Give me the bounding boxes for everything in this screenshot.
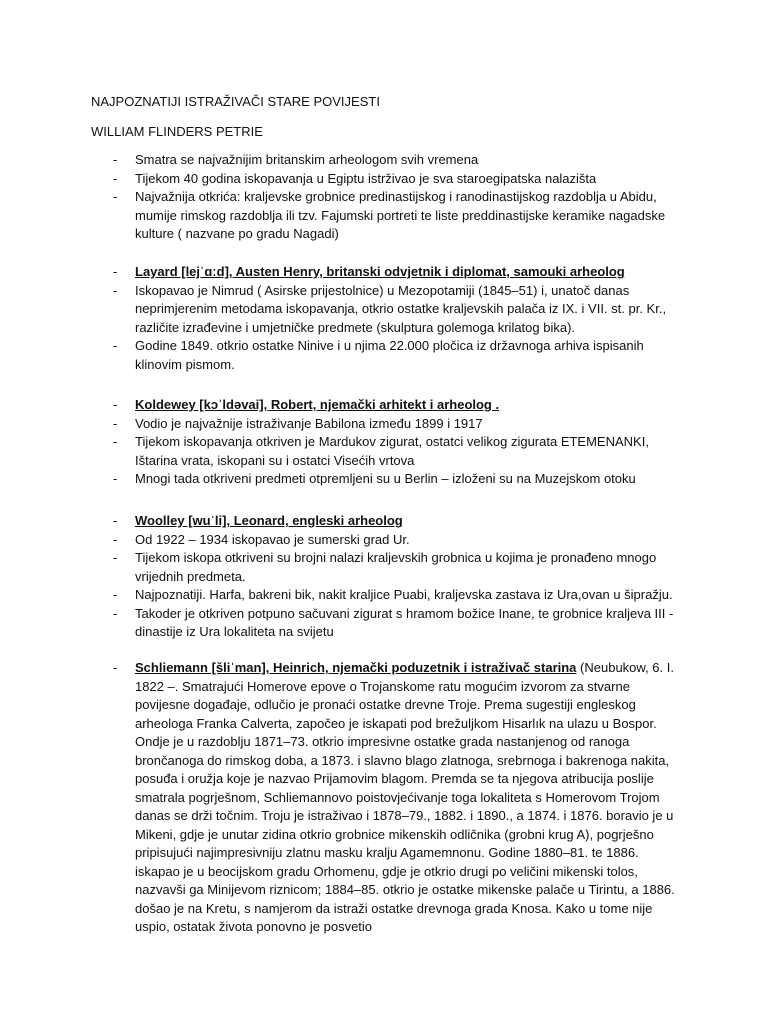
list-item bbox=[91, 337, 681, 374]
woolley-section bbox=[91, 512, 681, 642]
list-item bbox=[91, 282, 681, 338]
list-item-text: Vodio je najvažnije istraživanje Babilona između 1899 i 1917 bbox=[135, 415, 483, 431]
section-heading-petrie: WILLIAM FLINDERS PETRIE bbox=[91, 124, 263, 139]
layard-section bbox=[91, 263, 681, 374]
bullet-dash: - bbox=[113, 471, 118, 486]
section-heading-item bbox=[91, 512, 681, 531]
list-item bbox=[91, 151, 681, 170]
document-title: NAJPOZNATIJI ISTRAŽIVAČI STARE POVIJESTI bbox=[91, 94, 380, 109]
list-item bbox=[91, 586, 681, 605]
bullet-dash: - bbox=[113, 587, 118, 602]
list-item bbox=[91, 605, 681, 642]
bullet-dash: - bbox=[113, 338, 118, 353]
bullet-dash: - bbox=[113, 397, 118, 412]
list-item bbox=[91, 531, 681, 550]
bullet-dash: - bbox=[113, 415, 118, 431]
bullet-dash: - bbox=[113, 531, 118, 547]
list-item-text: Od 1922 – 1934 iskopavao je sumerski grad Ur. bbox=[135, 531, 410, 547]
section-heading-item bbox=[91, 396, 681, 415]
schliemann-section bbox=[91, 659, 681, 937]
list-item bbox=[91, 170, 681, 189]
bullet-dash: - bbox=[113, 264, 118, 279]
bullet-dash: - bbox=[113, 282, 118, 298]
list-item-text: Najpoznatiji. Harfa, bakreni bik, nakit kraljice Puabi, kraljevska zastava iz Ura,ovan u šipražju. bbox=[135, 587, 673, 602]
bullet-dash: - bbox=[113, 189, 118, 204]
list-item-text: Mnogi tada otkriveni predmeti otpremljeni su u Berlin – izloženi su na Muzejskom otoku bbox=[135, 471, 636, 486]
koldewey-heading: Koldewey [kɔˈldəvai], Robert, njemački arhitekt i arheolog . bbox=[135, 397, 500, 412]
petrie-list bbox=[91, 151, 681, 244]
list-item bbox=[91, 549, 681, 586]
section-heading-item bbox=[91, 659, 681, 937]
list-item-text: Tijekom 40 godina iskopavanja u Egiptu istrživao je sva staroegipatska nalazišta bbox=[135, 170, 597, 186]
list-item-text: Iskopavao je Nimrud ( Asirske prijestolnice) u Mezopotamiji (1845–51) i, unatoč danas neprimjerenim metodama iskopavanja, otkrio ostatke kraljevskih palača iz IX. i VII. st. pr. Kr., različite izrađevine i umjetničke predmete (skulptura golemoga krilatog bika). bbox=[135, 282, 667, 335]
bullet-dash: - bbox=[113, 170, 118, 186]
list-item-text: Najvažnija otkrića: kraljevske grobnice predinastijskog i ranodinastijskog razdoblja u Abidu, mumije rimskog razdoblja ili tzv. Fajumski portreti te liste preddinastijske keramike nagadske kulture ( nazvane po gradu Nagadi) bbox=[135, 189, 666, 241]
bullet-dash: - bbox=[113, 152, 118, 167]
schliemann-heading: Schliemann [šliˈman], Heinrich, njemački poduzetnik i istraživač starina bbox=[135, 660, 577, 675]
list-item-text: Tijekom iskopavanja otkriven je Mardukov zigurat, ostatci velikog zigurata ETEMENANKI, Ištarina vrata, iskopani su i ostatci Visećih vrtova bbox=[135, 434, 649, 468]
list-item-text: Smatra se najvažnijim britanskim arheologom svih vremena bbox=[135, 152, 479, 167]
layard-heading: Layard [lejˈɑːd], Austen Henry, britanski odvjetnik i diplomat, samouki arheolog bbox=[135, 264, 625, 279]
bullet-dash: - bbox=[113, 660, 118, 675]
section-heading-item bbox=[91, 263, 681, 282]
list-item bbox=[91, 415, 681, 434]
list-item bbox=[91, 433, 681, 470]
list-item-text: Takoder je otkriven potpuno sačuvani zigurat s hramom božice Inane, te grobnice kraljeva III - dinastije iz Ura lokaliteta na svijetu bbox=[135, 605, 674, 639]
woolley-heading: Woolley [wuˈli], Leonard, engleski arheolog bbox=[135, 513, 403, 528]
bullet-dash: - bbox=[113, 513, 118, 528]
bullet-dash: - bbox=[113, 550, 118, 565]
schliemann-text: (Neubukow, 6. I. 1822 –. Smatrajući Homerove epove o Trojanskome ratu mogućim izvorom za stvarne povijesne događaje, odlučio je pronaći ostatke drevne Troje. Prema sugestiji engleskog arheologa Franka Calverta, započeo je iskapati pod brežuljkom Hisarlık na ulazu u Bospor. Ondje je u razdoblju 1871–73. otkrio impresivne ostatke grada nastanjenog od ranoga brončanoga do rimskog doba, a 1873. i slavno blago zlatnoga, srebrnoga i bakrenoga nakita, posuđa i oružja koje je nazvao Prijamovim blagom. Premda se ta njegova atribucija poslije smatrala pogrješnom, Schliemannovo poistovjećivanje toga lokaliteta s Homerovom Trojom danas se drži točnim. Troju je istraživao i 1878–79., 1882. i 1890., a 1874. i 1876. boravio je u Mikeni, gdje je unutar zidina otkrio grobnice mikenskih odličnika (grobni krug A), pogrješno pripisujući najimpresivniju zlatnu masku kralju Agamemnonu. Godine 1880–81. te 1886. iskapao je u beocijskom gradu Orhomenu, gdje je otkrio drugi po veličini mikenski tolos, nazvavši ga Minijevom riznicom; 1884–85. otkrio je ostatke mikenske palače u Tirintu, a 1886. došao je na Kretu, s namjerom da istraži ostatke drevnoga grada Knosa. Kako u tome nije uspio, ostatak života ponovno je posvetio bbox=[135, 660, 675, 934]
bullet-dash: - bbox=[113, 434, 118, 449]
bullet-dash: - bbox=[113, 605, 118, 621]
list-item bbox=[91, 470, 681, 489]
list-item-text: Godine 1849. otkrio ostatke Ninive i u njima 22.000 pločica iz državnoga arhiva ispisanih klinovim pismom. bbox=[135, 338, 644, 372]
list-item-text: Tijekom iskopa otkriveni su brojni nalazi kraljevskih grobnica u kojima je pronađeno mnogo vrijednih predmeta. bbox=[135, 550, 657, 584]
list-item bbox=[91, 188, 681, 244]
koldewey-section bbox=[91, 396, 681, 489]
